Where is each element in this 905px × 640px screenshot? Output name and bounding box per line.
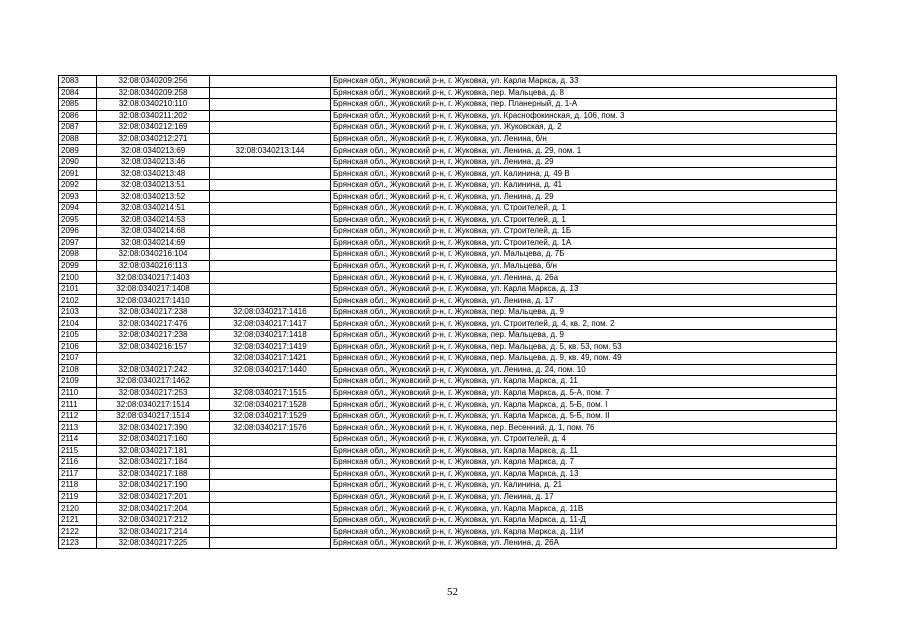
related-cadastral-number-cell [210, 214, 331, 226]
cadastral-number-cell: 32:08:0340217:184 [97, 457, 210, 469]
cadastral-number-cell [97, 353, 210, 365]
cadastral-number-cell: 32:08:0340213:51 [97, 179, 210, 191]
cadastral-number-cell: 32:08:0340217:214 [97, 526, 210, 538]
cadastral-number-cell: 32:08:0340217:1514 [97, 410, 210, 422]
address-cell: Брянская обл., Жуковский р-н, г. Жуковка, ул. Ленина, д. 29 [331, 191, 837, 203]
related-cadastral-number-cell [210, 272, 331, 284]
cadastral-number-cell: 32:08:0340217:1410 [97, 295, 210, 307]
row-number-cell: 2091 [59, 168, 97, 180]
related-cadastral-number-cell [210, 122, 331, 134]
table-row [59, 318, 837, 330]
related-cadastral-number-cell [210, 480, 331, 492]
row-number-cell: 2111 [59, 399, 97, 411]
cadastral-number-cell: 32:08:0340217:188 [97, 468, 210, 480]
row-number-cell: 2084 [59, 87, 97, 99]
cadastral-number-cell: 32:08:0340217:1462 [97, 376, 210, 388]
related-cadastral-number-cell: 32:08:0340217:1419 [210, 341, 331, 353]
cadastral-number-cell: 32:08:0340214:68 [97, 226, 210, 238]
row-number-cell: 2085 [59, 99, 97, 111]
row-number-cell: 2087 [59, 122, 97, 134]
cadastral-number-cell: 32:08:0340217:390 [97, 422, 210, 434]
address-cell: Брянская обл., Жуковский р-н, г. Жуковка, ул. Карла Маркса, д. 7 [331, 457, 837, 469]
row-number-cell: 2107 [59, 353, 97, 365]
row-number-cell: 2100 [59, 272, 97, 284]
address-cell: Брянская обл., Жуковский р-н, г. Жуковка, ул. Карла Маркса, д. 5-Б, пом. II [331, 410, 837, 422]
table-row [59, 526, 837, 538]
property-registry-table [58, 75, 837, 549]
cadastral-number-cell: 32:08:0340217:253 [97, 387, 210, 399]
related-cadastral-number-cell [210, 87, 331, 99]
address-cell: Брянская обл., Жуковский р-н, г. Жуковка, ул. Ленина, д. 26а [331, 272, 837, 284]
related-cadastral-number-cell [210, 491, 331, 503]
table-row [59, 445, 837, 457]
related-cadastral-number-cell [210, 457, 331, 469]
page-number: 52 [447, 586, 458, 598]
address-cell: Брянская обл., Жуковский р-н, г. Жуковка, ул. Карла Маркса, д. 11 [331, 445, 837, 457]
row-number-cell: 2120 [59, 503, 97, 515]
address-cell: Брянская обл., Жуковский р-н, г. Жуковка, ул. Ленина, д. 29, пом. 1 [331, 145, 837, 157]
address-cell: Брянская обл., Жуковский р-н, г. Жуковка, ул. Карла Маркса, д. 13 [331, 283, 837, 295]
table-row [59, 99, 837, 111]
table-row [59, 433, 837, 445]
related-cadastral-number-cell [210, 99, 331, 111]
address-cell: Брянская обл., Жуковский р-н, г. Жуковка, ул. Ленина, д. 29 [331, 156, 837, 168]
row-number-cell: 2102 [59, 295, 97, 307]
row-number-cell: 2095 [59, 214, 97, 226]
table-row [59, 422, 837, 434]
related-cadastral-number-cell [210, 179, 331, 191]
cadastral-number-cell: 32:08:0340217:1514 [97, 399, 210, 411]
cadastral-number-cell: 32:08:0340213:69 [97, 145, 210, 157]
row-number-cell: 2113 [59, 422, 97, 434]
table-row [59, 87, 837, 99]
cadastral-number-cell: 32:08:0340214:51 [97, 203, 210, 215]
related-cadastral-number-cell: 32:08:0340217:1418 [210, 330, 331, 342]
cadastral-number-cell: 32:08:0340217:238 [97, 306, 210, 318]
address-cell: Брянская обл., Жуковский р-н, г. Жуковка, ул. Карла Маркса, д. 13 [331, 468, 837, 480]
related-cadastral-number-cell [210, 226, 331, 238]
address-cell: Брянская обл., Жуковский р-н, г. Жуковка, ул. Карла Маркса, д. 11В [331, 503, 837, 515]
address-cell: Брянская обл., Жуковский р-н, г. Жуковка, ул. Строителей, д. 1 [331, 214, 837, 226]
address-cell: Брянская обл., Жуковский р-н, г. Жуковка, ул. Карла Маркса, д. 5-А, пом. 7 [331, 387, 837, 399]
table-row [59, 260, 837, 272]
cadastral-number-cell: 32:08:0340217:190 [97, 480, 210, 492]
address-cell: Брянская обл., Жуковский р-н, г. Жуковка, пер. Мальцева, д. 9, кв. 49, пом. 49 [331, 353, 837, 365]
table-row [59, 191, 837, 203]
cadastral-number-cell: 32:08:0340216:113 [97, 260, 210, 272]
address-cell: Брянская обл., Жуковский р-н, г. Жуковка, ул. Карла Маркса, д. 11 [331, 376, 837, 388]
related-cadastral-number-cell [210, 376, 331, 388]
cadastral-number-cell: 32:08:0340213:52 [97, 191, 210, 203]
registry-table-body [59, 76, 837, 549]
related-cadastral-number-cell [210, 468, 331, 480]
related-cadastral-number-cell [210, 249, 331, 261]
address-cell: Брянская обл., Жуковский р-н, г. Жуковка, ул. Мальцева, д. 7Б [331, 249, 837, 261]
related-cadastral-number-cell: 32:08:0340217:1515 [210, 387, 331, 399]
address-cell: Брянская обл., Жуковский р-н, г. Жуковка, пер. Мальцева, д. 5, кв. 53, пом. 53 [331, 341, 837, 353]
cadastral-number-cell: 32:08:0340213:48 [97, 168, 210, 180]
table-row [59, 503, 837, 515]
address-cell: Брянская обл., Жуковский р-н, г. Жуковка, ул. Ленина, б/н [331, 133, 837, 145]
cadastral-number-cell: 32:08:0340217:160 [97, 433, 210, 445]
cadastral-number-cell: 32:08:0340209:256 [97, 76, 210, 88]
table-row [59, 364, 837, 376]
table-row [59, 410, 837, 422]
row-number-cell: 2088 [59, 133, 97, 145]
address-cell: Брянская обл., Жуковский р-н, г. Жуковка, пер. Мальцева, д. 9 [331, 306, 837, 318]
table-row [59, 272, 837, 284]
row-number-cell: 2114 [59, 433, 97, 445]
table-row [59, 480, 837, 492]
table-row [59, 145, 837, 157]
address-cell: Брянская обл., Жуковский р-н, г. Жуковка, ул. Строителей, д. 1А [331, 237, 837, 249]
related-cadastral-number-cell [210, 203, 331, 215]
cadastral-number-cell: 32:08:0340214:69 [97, 237, 210, 249]
cadastral-number-cell: 32:08:0340217:476 [97, 318, 210, 330]
row-number-cell: 2112 [59, 410, 97, 422]
table-row [59, 537, 837, 549]
table-row [59, 341, 837, 353]
row-number-cell: 2105 [59, 330, 97, 342]
table-row [59, 122, 837, 134]
table-row [59, 133, 837, 145]
address-cell: Брянская обл., Жуковский р-н, г. Жуковка, ул. Карла Маркса, д. 5-Б, пом. I [331, 399, 837, 411]
table-row [59, 237, 837, 249]
row-number-cell: 2103 [59, 306, 97, 318]
cadastral-number-cell: 32:08:0340217:201 [97, 491, 210, 503]
related-cadastral-number-cell [210, 514, 331, 526]
table-row [59, 179, 837, 191]
related-cadastral-number-cell: 32:08:0340217:1417 [210, 318, 331, 330]
table-row [59, 468, 837, 480]
row-number-cell: 2094 [59, 203, 97, 215]
related-cadastral-number-cell: 32:08:0340217:1576 [210, 422, 331, 434]
table-row [59, 76, 837, 88]
row-number-cell: 2090 [59, 156, 97, 168]
address-cell: Брянская обл., Жуковский р-н, г. Жуковка, ул. Жуковская, д. 2 [331, 122, 837, 134]
address-cell: Брянская обл., Жуковский р-н, г. Жуковка, ул. Калинина, д. 21 [331, 480, 837, 492]
address-cell: Брянская обл., Жуковский р-н, г. Жуковка, ул. Карла Маркса, д. 11И [331, 526, 837, 538]
related-cadastral-number-cell [210, 295, 331, 307]
cadastral-number-cell: 32:08:0340217:212 [97, 514, 210, 526]
address-cell: Брянская обл., Жуковский р-н, г. Жуковка, ул. Строителей, д. 4, кв. 2, пом. 2 [331, 318, 837, 330]
cadastral-number-cell: 32:08:0340216:157 [97, 341, 210, 353]
related-cadastral-number-cell [210, 76, 331, 88]
related-cadastral-number-cell [210, 503, 331, 515]
related-cadastral-number-cell: 32:08:0340217:1528 [210, 399, 331, 411]
address-cell: Брянская обл., Жуковский р-н, г. Жуковка, ул. Краснофокинская, д. 106, пом. 3 [331, 110, 837, 122]
address-cell: Брянская обл., Жуковский р-н, г. Жуковка, ул. Ленина, д. 17 [331, 295, 837, 307]
related-cadastral-number-cell [210, 133, 331, 145]
address-cell: Брянская обл., Жуковский р-н, г. Жуковка, ул. Калинина, д. 49 В [331, 168, 837, 180]
address-cell: Брянская обл., Жуковский р-н, г. Жуковка, ул. Калинина, д. 41 [331, 179, 837, 191]
table-row [59, 110, 837, 122]
cadastral-number-cell: 32:08:0340217:181 [97, 445, 210, 457]
cadastral-number-cell: 32:08:0340213:46 [97, 156, 210, 168]
row-number-cell: 2099 [59, 260, 97, 272]
table-row [59, 283, 837, 295]
cadastral-number-cell: 32:08:0340217:1403 [97, 272, 210, 284]
row-number-cell: 2108 [59, 364, 97, 376]
row-number-cell: 2104 [59, 318, 97, 330]
cadastral-number-cell: 32:08:0340214:53 [97, 214, 210, 226]
related-cadastral-number-cell: 32:08:0340217:1529 [210, 410, 331, 422]
table-row [59, 330, 837, 342]
related-cadastral-number-cell [210, 283, 331, 295]
row-number-cell: 2096 [59, 226, 97, 238]
row-number-cell: 2083 [59, 76, 97, 88]
row-number-cell: 2089 [59, 145, 97, 157]
related-cadastral-number-cell: 32:08:0340213:144 [210, 145, 331, 157]
table-row [59, 387, 837, 399]
cadastral-number-cell: 32:08:0340212:169 [97, 122, 210, 134]
table-row [59, 249, 837, 261]
related-cadastral-number-cell: 32:08:0340217:1421 [210, 353, 331, 365]
cadastral-number-cell: 32:08:0340216:104 [97, 249, 210, 261]
related-cadastral-number-cell [210, 445, 331, 457]
row-number-cell: 2092 [59, 179, 97, 191]
related-cadastral-number-cell [210, 537, 331, 549]
address-cell: Брянская обл., Жуковский р-н, г. Жуковка, пер. Мальцева, д. 9 [331, 330, 837, 342]
row-number-cell: 2109 [59, 376, 97, 388]
address-cell: Брянская обл., Жуковский р-н, г. Жуковка, пер. Планерный, д. 1-А [331, 99, 837, 111]
row-number-cell: 2086 [59, 110, 97, 122]
related-cadastral-number-cell [210, 168, 331, 180]
cadastral-number-cell: 32:08:0340217:225 [97, 537, 210, 549]
row-number-cell: 2097 [59, 237, 97, 249]
row-number-cell: 2122 [59, 526, 97, 538]
table-row [59, 457, 837, 469]
row-number-cell: 2119 [59, 491, 97, 503]
cadastral-number-cell: 32:08:0340211:202 [97, 110, 210, 122]
row-number-cell: 2115 [59, 445, 97, 457]
address-cell: Брянская обл., Жуковский р-н, г. Жуковка, ул. Мальцева, б/н [331, 260, 837, 272]
related-cadastral-number-cell: 32:08:0340217:1416 [210, 306, 331, 318]
row-number-cell: 2110 [59, 387, 97, 399]
table-row [59, 156, 837, 168]
row-number-cell: 2106 [59, 341, 97, 353]
address-cell: Брянская обл., Жуковский р-н, г. Жуковка, ул. Карла Маркса, д. 33 [331, 76, 837, 88]
cadastral-number-cell: 32:08:0340217:1408 [97, 283, 210, 295]
address-cell: Брянская обл., Жуковский р-н, г. Жуковка, ул. Ленина, д. 26А [331, 537, 837, 549]
address-cell: Брянская обл., Жуковский р-н, г. Жуковка, ул. Строителей, д. 4 [331, 433, 837, 445]
table-row [59, 226, 837, 238]
row-number-cell: 2118 [59, 480, 97, 492]
related-cadastral-number-cell [210, 433, 331, 445]
table-row [59, 491, 837, 503]
table-row [59, 399, 837, 411]
related-cadastral-number-cell [210, 156, 331, 168]
cadastral-number-cell: 32:08:0340217:242 [97, 364, 210, 376]
related-cadastral-number-cell [210, 526, 331, 538]
address-cell: Брянская обл., Жуковский р-н, г. Жуковка, пер. Весенний, д. 1, пом. 76 [331, 422, 837, 434]
table-row [59, 295, 837, 307]
related-cadastral-number-cell [210, 191, 331, 203]
related-cadastral-number-cell [210, 260, 331, 272]
row-number-cell: 2121 [59, 514, 97, 526]
cadastral-number-cell: 32:08:0340212:271 [97, 133, 210, 145]
related-cadastral-number-cell [210, 237, 331, 249]
cadastral-number-cell: 32:08:0340210:110 [97, 99, 210, 111]
table-row [59, 376, 837, 388]
address-cell: Брянская обл., Жуковский р-н, г. Жуковка, ул. Строителей, д. 1 [331, 203, 837, 215]
address-cell: Брянская обл., Жуковский р-н, г. Жуковка, ул. Строителей, д. 1Б [331, 226, 837, 238]
row-number-cell: 2093 [59, 191, 97, 203]
cadastral-number-cell: 32:08:0340217:238 [97, 330, 210, 342]
table-row [59, 514, 837, 526]
row-number-cell: 2098 [59, 249, 97, 261]
row-number-cell: 2123 [59, 537, 97, 549]
cadastral-number-cell: 32:08:0340209:258 [97, 87, 210, 99]
cadastral-number-cell: 32:08:0340217:204 [97, 503, 210, 515]
table-row [59, 214, 837, 226]
address-cell: Брянская обл., Жуковский р-н, г. Жуковка, ул. Карла Маркса, д. 11-Д [331, 514, 837, 526]
row-number-cell: 2116 [59, 457, 97, 469]
related-cadastral-number-cell [210, 110, 331, 122]
address-cell: Брянская обл., Жуковский р-н, г. Жуковка, ул. Ленина, д. 24, пом. 10 [331, 364, 837, 376]
address-cell: Брянская обл., Жуковский р-н, г. Жуковка, ул. Ленина, д. 17 [331, 491, 837, 503]
table-row [59, 168, 837, 180]
table-row [59, 306, 837, 318]
address-cell: Брянская обл., Жуковский р-н, г. Жуковка, пер. Мальцева, д. 8 [331, 87, 837, 99]
row-number-cell: 2117 [59, 468, 97, 480]
related-cadastral-number-cell: 32:08:0340217:1440 [210, 364, 331, 376]
table-row [59, 353, 837, 365]
table-row [59, 203, 837, 215]
row-number-cell: 2101 [59, 283, 97, 295]
